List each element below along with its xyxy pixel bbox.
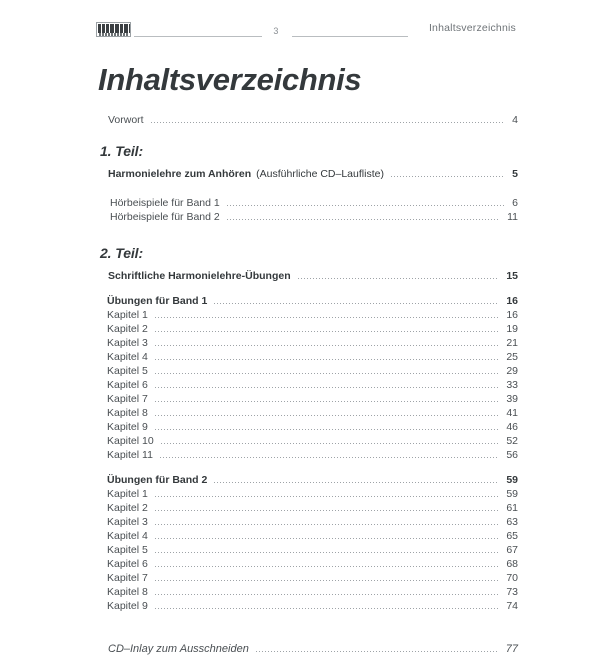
- toc-entry-page: 6: [512, 197, 518, 209]
- dot-leader: [155, 594, 499, 595]
- toc-section-label: 1. Teil:: [100, 143, 144, 159]
- dot-leader: [155, 345, 499, 346]
- dot-leader: [155, 608, 499, 609]
- toc-section-label: 2. Teil:: [100, 245, 144, 261]
- toc-entry-kapitel[interactable]: [107, 585, 518, 599]
- spacer: [100, 282, 518, 294]
- toc-entry-page: 73: [506, 586, 518, 598]
- toc-entry-kapitel[interactable]: [107, 322, 518, 336]
- page-title: Inhaltsverzeichnis: [98, 62, 362, 97]
- toc-section-heading-teil2: [100, 245, 518, 261]
- dot-leader: [151, 122, 506, 123]
- header-running-title: Inhaltsverzeichnis: [428, 22, 516, 34]
- toc-entry-kapitel[interactable]: [107, 434, 518, 448]
- dot-leader: [256, 651, 499, 652]
- dot-leader: [155, 331, 499, 332]
- toc-entry-label: Kapitel 3: [107, 516, 148, 528]
- toc-entry-page: 61: [506, 502, 518, 514]
- toc-entry-page: 15: [506, 270, 518, 282]
- toc-entry-label: Kapitel 10: [107, 435, 154, 447]
- toc-entry-label: Kapitel 6: [107, 379, 148, 391]
- toc-entry-vorwort[interactable]: [108, 114, 518, 126]
- toc-entry-schriftliche-uebungen[interactable]: [108, 270, 518, 282]
- dot-leader: [227, 205, 505, 206]
- toc-entry-kapitel[interactable]: [107, 336, 518, 350]
- toc-entry-page: 74: [506, 600, 518, 612]
- toc-entry-page: 67: [506, 544, 518, 556]
- toc-entry-kapitel[interactable]: [107, 571, 518, 585]
- dot-leader: [155, 510, 499, 511]
- toc-entry-page: 46: [506, 421, 518, 433]
- toc-entry-page: 68: [506, 558, 518, 570]
- toc-entry-label: Kapitel 11: [107, 449, 153, 461]
- dot-leader: [155, 359, 499, 360]
- spacer: [100, 224, 518, 245]
- toc-entry-page: 25: [506, 351, 518, 363]
- dot-leader: [155, 580, 499, 581]
- toc-entry-page: 63: [506, 516, 518, 528]
- toc-entry-kapitel[interactable]: [107, 448, 518, 462]
- toc-entry-page: 4: [512, 114, 518, 126]
- dot-leader: [298, 278, 500, 279]
- toc-entry-hoerbeispiele-band2[interactable]: [110, 210, 518, 224]
- dot-leader: [155, 429, 499, 430]
- toc-entry-label: Kapitel 8: [107, 586, 148, 598]
- toc-entry-harmonielehre-anhoeren[interactable]: [108, 168, 518, 180]
- toc-entry-label: Kapitel 1: [107, 488, 148, 500]
- toc-entry-label: Kapitel 2: [107, 323, 148, 335]
- toc-entry-hoerbeispiele-band1[interactable]: [110, 196, 518, 210]
- toc-section-heading-teil1: [100, 143, 518, 159]
- dot-leader: [155, 387, 499, 388]
- toc-entry-label: Kapitel 7: [107, 572, 148, 584]
- spacer: [100, 462, 518, 473]
- toc-entry-label: Kapitel 5: [107, 365, 148, 377]
- publisher-logo-icon: [96, 22, 131, 37]
- toc-entry-label: Kapitel 4: [107, 351, 148, 363]
- toc-entry-label: Kapitel 6: [107, 558, 148, 570]
- toc-entry-kapitel[interactable]: [107, 501, 518, 515]
- toc-entry-label: Kapitel 9: [107, 600, 148, 612]
- dot-leader: [155, 538, 499, 539]
- toc-entry-kapitel[interactable]: [107, 392, 518, 406]
- toc-entry-kapitel[interactable]: [107, 543, 518, 557]
- dot-leader: [155, 415, 499, 416]
- toc-entry-kapitel[interactable]: [107, 350, 518, 364]
- toc-entry-label: Übungen für Band 2: [107, 474, 208, 486]
- logo-wordmark-graphic: [99, 33, 129, 36]
- header-rule-right: [292, 36, 408, 37]
- dot-leader: [214, 482, 499, 483]
- toc-entry-label: Kapitel 9: [107, 421, 148, 433]
- dot-leader: [214, 303, 499, 304]
- toc-entry-label: Übungen für Band 1: [107, 295, 208, 307]
- toc-entry-note: (Ausführliche CD–Laufliste): [256, 168, 384, 180]
- spacer: [100, 159, 518, 168]
- toc-entry-page: 41: [506, 407, 518, 419]
- toc-entry-label: Kapitel 2: [107, 502, 148, 514]
- toc-entry-label: CD–Inlay zum Ausschneiden: [108, 643, 249, 655]
- toc-entry-kapitel[interactable]: [107, 406, 518, 420]
- dot-leader: [160, 457, 499, 458]
- toc-entry-uebungen-band2[interactable]: [107, 473, 518, 487]
- header-rule-left: [134, 36, 262, 37]
- toc-entry-page: 77: [505, 643, 518, 655]
- toc-entry-page: 56: [506, 449, 518, 461]
- toc-entry-label: Vorwort: [108, 114, 144, 126]
- toc-entry-page: 33: [506, 379, 518, 391]
- toc-entry-page: 21: [506, 337, 518, 349]
- spacer: [100, 126, 518, 143]
- toc-entry-uebungen-band1[interactable]: [107, 294, 518, 308]
- toc-entry-page: 19: [506, 323, 518, 335]
- toc-entry-kapitel[interactable]: [107, 420, 518, 434]
- toc-entry-page: 29: [506, 365, 518, 377]
- toc-entry-kapitel[interactable]: [107, 515, 518, 529]
- spacer: [100, 180, 518, 196]
- toc-entry-page: 59: [506, 488, 518, 500]
- toc-entry-label: Schriftliche Harmonielehre-Übungen: [108, 270, 291, 282]
- toc-entry-label: Kapitel 3: [107, 337, 148, 349]
- toc-entry-label: Kapitel 7: [107, 393, 148, 405]
- toc-entry-page: 39: [506, 393, 518, 405]
- toc-entry-label: Hörbeispiele für Band 1: [110, 197, 220, 209]
- dot-leader: [155, 496, 499, 497]
- toc-entry-kapitel[interactable]: [107, 599, 518, 613]
- dot-leader: [155, 373, 499, 374]
- toc-entry-label: Kapitel 8: [107, 407, 148, 419]
- toc-entry-page: 52: [506, 435, 518, 447]
- toc-entry-cd-inlay[interactable]: [108, 643, 518, 655]
- header-page-number: 3: [273, 26, 279, 36]
- toc-entry-kapitel[interactable]: [107, 378, 518, 392]
- toc-entry-label: Kapitel 4: [107, 530, 148, 542]
- toc-entry-kapitel[interactable]: [107, 557, 518, 571]
- spacer: [100, 613, 518, 643]
- dot-leader: [391, 176, 505, 177]
- dot-leader: [155, 401, 499, 402]
- toc-entry-label: Kapitel 5: [107, 544, 148, 556]
- toc-entry-page: 16: [506, 295, 518, 307]
- dot-leader: [155, 552, 499, 553]
- dot-leader: [155, 524, 499, 525]
- toc-entry-page: 65: [506, 530, 518, 542]
- toc-entry-label: Kapitel 1: [107, 309, 148, 321]
- toc-entry-page: 5: [512, 168, 518, 180]
- toc-entry-page: 11: [507, 211, 518, 223]
- toc-entry-page: 59: [506, 474, 518, 486]
- spacer: [100, 261, 518, 270]
- toc-entry-label: Hörbeispiele für Band 2: [110, 211, 220, 223]
- toc-entry-label: Harmonielehre zum Anhören: [108, 168, 252, 180]
- dot-leader: [155, 566, 499, 567]
- dot-leader: [227, 219, 500, 220]
- toc-entry-kapitel[interactable]: [107, 364, 518, 378]
- toc-entry-page: 16: [506, 309, 518, 321]
- toc-entry-kapitel[interactable]: [107, 529, 518, 543]
- running-header: [96, 20, 516, 44]
- dot-leader: [161, 443, 500, 444]
- toc-entry-kapitel[interactable]: [107, 487, 518, 501]
- table-of-contents: [100, 114, 518, 655]
- piano-keys-graphic: [98, 24, 131, 33]
- toc-entry-page: 70: [506, 572, 518, 584]
- dot-leader: [155, 317, 499, 318]
- toc-entry-kapitel[interactable]: [107, 308, 518, 322]
